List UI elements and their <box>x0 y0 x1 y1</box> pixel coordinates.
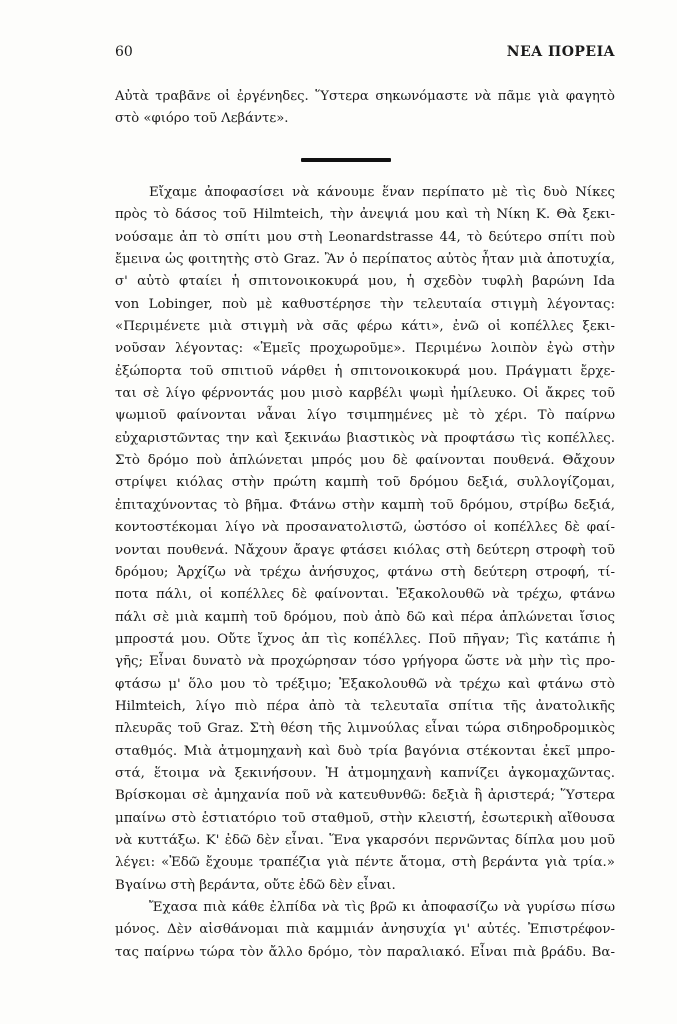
page-number: 60 <box>115 44 133 60</box>
text-line: σ' αὐτὸ φταίει ἡ σπιτονοικοκυρά μου, ἡ σχεδὸν τυφλὴ βαρώνη Ida <box>115 274 615 290</box>
text-line: δρόμου; Ἀρχίζω νὰ τρέχω ἀνήσυχος, φτάνω στὴ δεύτερη στροφή, τί- <box>115 564 615 580</box>
text-line: μπροστά μου. Οὔτε ἴχνος ἀπ τὶς κοπέλλες. Ποῦ πῆγαν; Τὶς κατάπιε ἡ <box>115 631 615 647</box>
text-line: Βγαίνω στὴ βεράντα, οὔτε ἐδῶ δὲν εἶναι. <box>115 877 396 893</box>
text-line: μόνος. Δὲν αἰσθάνομαι πιὰ καμμιάν ἀνησυχία γι' αὐτές. Ἐπιστρέφον- <box>115 922 615 938</box>
text-line: εὐχαριστῶντας την καὶ ξεκινάω βιαστικὸς νὰ προφτάσω τὶς κοπέλλες. <box>115 430 615 446</box>
paragraph-1 <box>115 182 615 897</box>
text-line: Στὸ δρόμο ποὺ ἁπλώνεται μπρός μου δὲ φαίνονται πουθενά. Θἄχουν <box>115 453 615 469</box>
text-line: πλευρᾶς τοῦ Graz. Στὴ θέση τῆς λιμνούλας εἶναι τώρα σιδηροδρομικὸς <box>115 721 615 737</box>
text-line: ποτα πάλι, οἱ κοπέλλες δὲ φαίνονται. Ἐξακολουθῶ νὰ τρέχω, φτάνω <box>115 587 615 603</box>
text-line: νονται πουθενά. Νἄχουν ἄραγε φτάσει κιόλας στὴ δεύτερη στροφὴ τοῦ <box>115 542 615 558</box>
intro-paragraph <box>115 86 615 130</box>
text-line: ἐξώπορτα τοῦ σπιτιοῦ νάρθει ἡ σπιτονοικοκυρά μου. Πράγματι ἔρχε- <box>115 363 615 379</box>
text-line: νοῦσαν λέγοντας: «Ἐμεῖς προχωροῦμε». Περιμένω λοιπὸν ἐγὼ στὴν <box>115 341 615 357</box>
text-line: νούσαμε ἀπ τὸ σπίτι μου στὴ Leonardstrasse 44, τὸ δεύτερο σπίτι ποὺ <box>115 229 615 245</box>
journal-title: ΝΕΑ ΠΟΡΕΙΑ <box>506 44 615 60</box>
text-line: φτάσω μ' ὅλο μου τὸ τρέξιμο; Ἐξακολουθῶ νὰ τρέχω καὶ φτάνω στὸ <box>115 676 615 692</box>
text-line: μπαίνω στὸ ἑστιατόριο τοῦ σταθμοῦ, στὴν κλειστή, ἐσωτερικὴ αἴθουσα <box>115 810 615 826</box>
text-line: Βρίσκομαι σὲ ἀμηχανία ποῦ νὰ κατευθυνθῶ: δεξιὰ ἢ ἀριστερά; Ὕστερα <box>115 788 615 804</box>
text-line: σταθμός. Μιὰ ἀτμομηχανὴ καὶ δυὸ τρία βαγόνια στέκονται ἐκεῖ μπρο- <box>115 743 615 759</box>
text-line: ψωμιοῦ φαίνονται νἆναι λίγο τσιμπημένες μὲ τὸ χέρι. Τὸ παίρνω <box>115 408 615 424</box>
text-line: von Lobinger, ποὺ μὲ καθυστέρησε τὴν τελευταία στιγμὴ λέγοντας: <box>115 296 615 312</box>
text-line: ἔμεινα ὡς φοιτητὴς στὸ Graz. Ἂν ὁ περίπατος αὐτὸς ἦταν μιὰ ἀποτυχία, <box>115 252 615 268</box>
text-line: τας παίρνω τώρα τὸν ἄλλο δρόμο, τὸν παραλιακό. Εἶναι πιὰ βράδυ. Βα- <box>115 944 615 960</box>
section-divider <box>301 158 391 162</box>
main-text <box>115 182 615 964</box>
text-line: Εἴχαμε ἀποφασίσει νὰ κάνουμε ἕναν περίπατο μὲ τὶς δυὸ Νίκες <box>149 185 615 200</box>
text-line: ἐπιταχύνοντας τὸ βῆμα. Φτάνω στὴν καμπὴ τοῦ δρόμου, στρίβω δεξιά, <box>115 497 615 513</box>
text-line: στὸ «φιόρο τοῦ Λεβάντε». <box>115 111 289 126</box>
text-line: λέγει: «Ἐδῶ ἔχουμε τραπέζια γιὰ πέντε ἄτομα, στὴ βεράντα γιὰ τρία.» <box>115 855 615 871</box>
text-line: Αὐτὰ τραβᾶνε οἱ ἐργένηδες. Ὕστερα σηκωνόμαστε νὰ πᾶμε γιὰ φαγητὸ <box>115 89 615 104</box>
text-line: ται σὲ λίγο φέρνοντάς μου μισὸ καρβέλι ψωμὶ ἠμίλευκο. Οἱ ἄκρες τοῦ <box>115 386 615 402</box>
text-line: πρὸς τὸ δάσος τοῦ Hilmteich, τὴν ἀνεψιά μου καὶ τὴ Νίκη Κ. Θὰ ξεκι- <box>115 207 615 223</box>
text-line: Ἔχασα πιὰ κάθε ἐλπίδα νὰ τὶς βρῶ κι ἀποφασίζω νὰ γυρίσω πίσω <box>149 900 615 915</box>
text-line: πάλι σὲ μιὰ καμπὴ τοῦ δρόμου, ποὺ ἀπὸ δῶ καὶ πέρα ἁπλώνεται ἴσιος <box>115 609 615 625</box>
text-line: νὰ κυττάξω. Κ' ἐδῶ δὲν εἶναι. Ἕνα γκαρσόνι περνῶντας δίπλα μου μοῦ <box>115 832 615 848</box>
text-line: γῆς; Εἶναι δυνατὸ νὰ προχώρησαν τόσο γρήγορα ὥστε νὰ μὴν τὶς προ- <box>115 654 615 670</box>
text-line: στά, ἕτοιμα νὰ ξεκινήσουν. Ἡ ἀτμομηχανὴ καπνίζει ἀγκομαχῶντας. <box>115 765 615 781</box>
text-line: Hilmteich, λίγο πιὸ πέρα ἀπὸ τὰ τελευταῖα σπίτια τῆς ἀνατολικῆς <box>115 698 615 714</box>
page-header <box>115 44 615 60</box>
text-line: «Περιμένετε μιὰ στιγμὴ νὰ σᾶς φέρω κάτι», ἐνῶ οἱ κοπέλλες ξεκι- <box>115 319 615 335</box>
paragraph-2 <box>115 897 615 964</box>
text-line: στρίψει κιόλας στὴν πρώτη καμπὴ τοῦ δρόμου δεξιά, συλλογίζομαι, <box>115 475 615 491</box>
text-line: κοντοστέκομαι λίγο νὰ προσανατολιστῶ, ὡστόσο οἱ κοπέλλες δὲ φαί- <box>115 520 615 536</box>
